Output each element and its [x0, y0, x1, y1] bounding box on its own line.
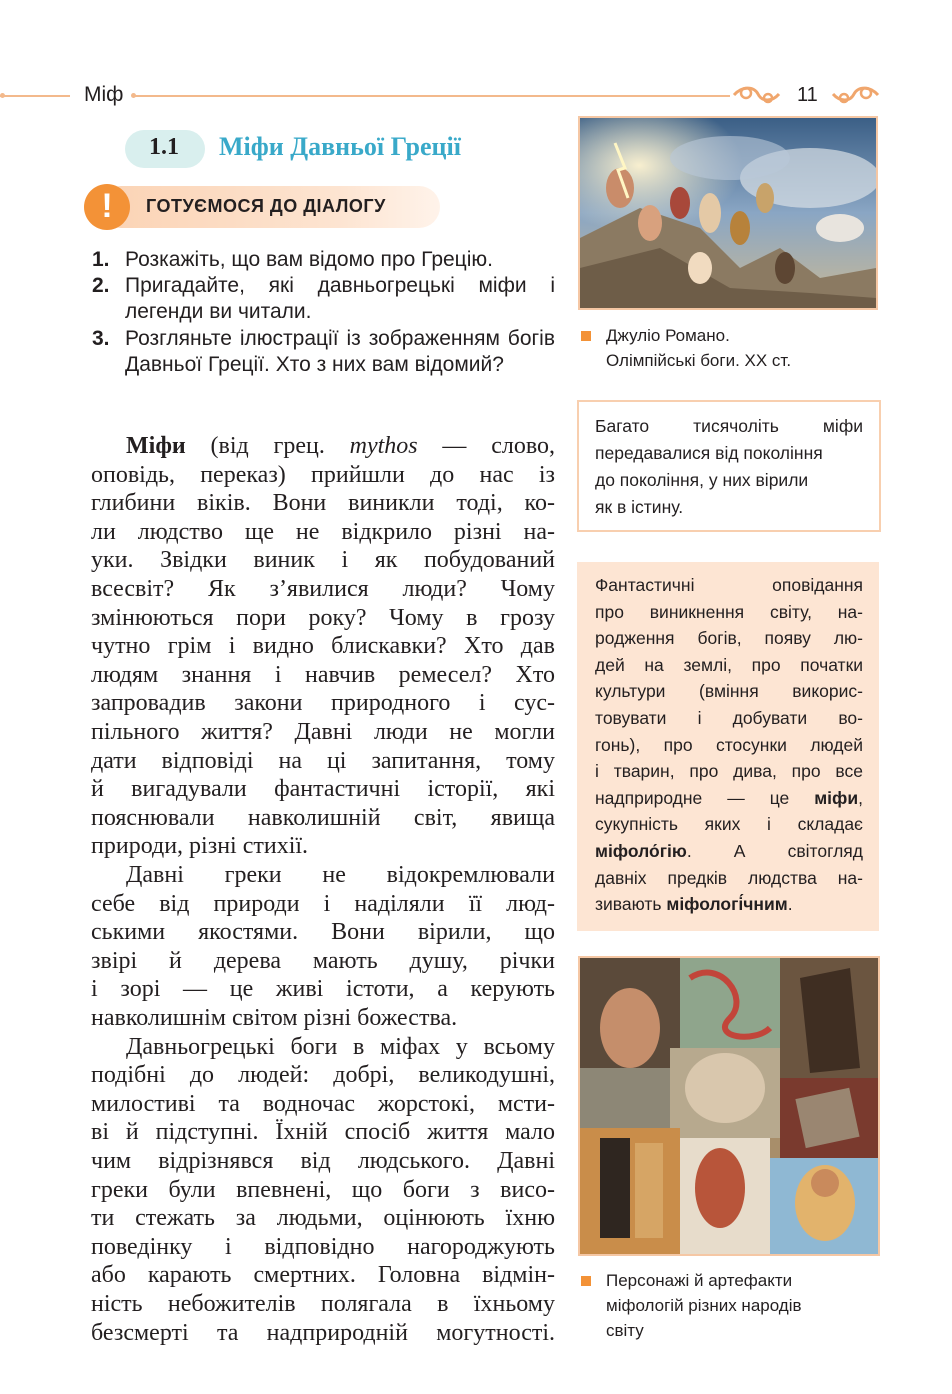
collage-caption: Персонажі й артефакти міфологій різних народів світу	[606, 1271, 802, 1340]
body-line: ність небожителів полягала в їхньому	[91, 1291, 555, 1317]
body-line: навколишнім світом різні божества.	[91, 1005, 458, 1031]
body-line: Міфи (від грец. mythos — слово,	[126, 433, 556, 459]
defined-term: міфи	[814, 787, 859, 808]
term-myths: Міфи	[126, 433, 186, 459]
definition-line: культури (вміння викорис-	[595, 681, 863, 702]
note-line: передавалися від покоління	[595, 443, 823, 463]
caption-marker	[581, 331, 591, 341]
body-line: ти стежать за людьми, оцінюють їхню	[91, 1205, 555, 1232]
ornament-swirl-icon	[732, 84, 782, 106]
question-text: Розкажіть, що вам відомо про Грецію.	[125, 248, 493, 271]
body-line: безсмерті та надприродній могутності.	[91, 1319, 555, 1346]
question-number: 1.	[92, 248, 110, 271]
question-number: 2.	[92, 274, 110, 297]
body-line: себе від природи і наділяли її люд-	[91, 890, 555, 917]
body-line: Давньогрецькі боги в міфах у всьому	[126, 1033, 555, 1060]
painting-image	[580, 118, 876, 308]
defined-term: міфоло́гію	[595, 841, 687, 861]
definition-line: міфоло́гію. А світогляд	[595, 841, 863, 861]
definition-line: товувати і добувати во-	[595, 708, 863, 728]
definition-line: дей на землі, про початки	[595, 654, 863, 675]
note-line: до покоління, у них вірили	[595, 470, 809, 490]
greek-term: mythos	[349, 433, 418, 459]
definition-line: і тварин, про дива, про все	[595, 761, 863, 782]
definition-line: надприродне — це міфи,	[595, 787, 863, 808]
definition-line: гонь), про стосунки людей	[595, 734, 863, 755]
caption-marker	[581, 1276, 591, 1286]
header-rule-middle	[134, 95, 730, 97]
body-line: запровадив закони природного і сус-	[91, 690, 555, 717]
body-line: й вигадували фантастичні історії, які	[91, 776, 555, 803]
question-text: Розгляньте ілюстрації із зображенням богів Давньої Греції. Хто з них вам відомий?	[125, 327, 555, 376]
body-line: або карають смертних. Головна відмін-	[91, 1262, 555, 1289]
body-line: чутно грім і видно блискавки? Хто дав	[91, 633, 555, 660]
body-line: дати відповіді на ці запитання, тому	[91, 747, 555, 774]
definition-line: давніх предків людства на-	[595, 867, 863, 888]
ornament-swirl-icon	[830, 84, 880, 106]
body-line: подібні до людей: добрі, великодушні,	[91, 1062, 555, 1089]
body-line: ли людство ще не відкрило різні на-	[91, 518, 555, 545]
prepare-banner-label: ГОТУЄМОСЯ ДО ДІАЛОГУ	[146, 196, 386, 216]
body-line: пільного життя? Давні люди не могли	[91, 719, 555, 745]
body-line: оповідь, переказ) прийшли до нас із	[91, 461, 555, 488]
definition-line: сукупність яких і складає	[595, 814, 863, 835]
section-title: Міфи Давньої Греції	[219, 132, 461, 161]
olympian-gods-painting	[578, 116, 878, 310]
definition-line: зивають міфологі́чним.	[595, 894, 793, 915]
defined-term: міфологі́чним	[666, 894, 788, 915]
header-rule-left	[0, 95, 70, 97]
body-line: всесвіт? Як з’явилися люди? Чому	[91, 576, 555, 602]
exclamation-icon: !	[84, 184, 130, 230]
collage-image	[580, 958, 878, 1254]
mythology-collage-image	[578, 956, 880, 1256]
body-line: природи, різні стихії.	[91, 833, 309, 860]
body-line: глибини віків. Вони виникли тоді, ко-	[91, 490, 555, 517]
body-line: поведінку і відповідно нагороджують	[91, 1233, 555, 1260]
question-number: 3.	[92, 327, 110, 350]
note-line: Багато тисячоліть міфи	[595, 416, 863, 436]
body-line: чим відрізнявся від людського. Давні	[91, 1148, 555, 1174]
body-line: греки були впевнені, що боги з висо-	[91, 1176, 555, 1203]
body-line: змінюються пори року? Чому в грозу	[91, 604, 555, 631]
body-line: уки. Звідки виник і як побудований	[91, 547, 555, 574]
definition-line: Фантастичні оповідання	[595, 575, 863, 595]
question-text: Пригадайте, які давньогрецькі міфи і легенди ви читали.	[125, 274, 555, 323]
body-line: Давні греки не відокремлювали	[126, 862, 555, 888]
body-line: милостиві та водночас жорстокі, мсти-	[91, 1090, 555, 1117]
body-line: пояснювали навколишній світ, явища	[91, 804, 555, 831]
painting-caption: Джуліо Романо. Олімпійські боги. XX ст.	[606, 326, 792, 370]
body-line: ві й підступні. Їхній спосіб життя мало	[91, 1119, 555, 1146]
body-line: людям знання і навчив ремесел? Хто	[91, 661, 555, 688]
body-line: звірі й дерева мають душу, річки	[91, 947, 555, 974]
definition-line: родження богів, появу лю-	[595, 628, 863, 649]
page-number: 11	[797, 84, 818, 106]
body-line: ськими якостями. Вони вірили, що	[91, 919, 555, 946]
body-line: і зорі — це живі істоти, а керують	[91, 976, 555, 1003]
definition-line: про виникнення світу, на-	[595, 601, 863, 622]
note-line: як в істину.	[595, 497, 684, 517]
section-number: 1.1	[149, 134, 179, 160]
running-header-title: Міф	[84, 83, 124, 106]
